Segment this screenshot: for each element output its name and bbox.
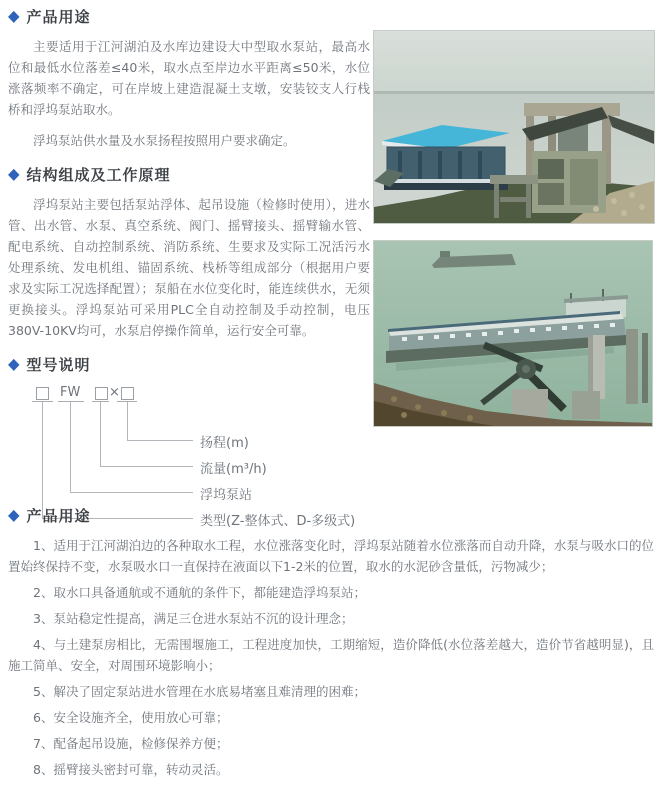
diamond-bullet-icon: ◆ xyxy=(8,6,20,26)
list-item: 8、摇臂接头密封可靠，转动灵活。 xyxy=(33,762,229,777)
connector-line xyxy=(100,402,101,466)
photo-floating-pump-station-shore xyxy=(373,30,655,224)
model-code-box-head xyxy=(121,387,134,400)
model-label-head: 扬程(m) xyxy=(200,436,249,451)
section-title: 产品用途 xyxy=(26,8,91,26)
model-label-flow: 流量(m³/h) xyxy=(200,462,267,477)
connector-line xyxy=(42,402,43,518)
connector-line xyxy=(127,402,128,440)
section-title: 型号说明 xyxy=(26,356,91,374)
model-code-box-type xyxy=(36,387,49,400)
model-label-fuwu: 浮坞泵站 xyxy=(200,488,253,503)
paragraph: 浮坞泵站主要包括泵站浮体、起吊设施（检修时使用），进水管、出水管、水泵、真空系统、阀门、摇臂接头、摇臂输水管、配电系统、自动控制系统、消防系统、生要求及实际工况活污水处理系统、发电机组、锚固系统、栈桥等组成部分（根据用户要求及实际工况选择配置）；泵船在水位变化时，能连续供水，无须更换接头。浮坞泵站可采用PLC全自动控制及手动控制，电压380V-10KV均可，水泵启停操作简单，运行安全可靠。 xyxy=(8,197,370,338)
section-title: 产品用途 xyxy=(26,507,91,525)
model-label-type: 类型(Z-整体式、D-多级式) xyxy=(200,514,356,529)
list-item: 6、安全设施齐全，使用放心可靠； xyxy=(33,710,229,725)
list-item: 5、解决了固定泵站进水管理在水底易堵塞且难清理的困难； xyxy=(33,684,366,699)
list-item: 7、配备起吊设施，检修保养方便； xyxy=(33,736,229,751)
photo2-illustration xyxy=(374,241,652,426)
bottom-section xyxy=(8,505,654,785)
section-header-model xyxy=(8,354,370,375)
model-code-fw: FW xyxy=(60,385,81,400)
connector-line xyxy=(70,402,71,492)
diamond-bullet-icon: ◆ xyxy=(8,354,20,374)
list-item: 2、取水口具备通航或不通航的条件下，都能建造浮坞泵站； xyxy=(33,585,366,600)
list-item: 4、与土建泵房相比，无需围堰施工，工程进度加快，工期缩短，造价降低(水位落差越大，造价节省越明显)，且施工简单、安全，对周围环境影响小； xyxy=(8,637,654,673)
list-item: 3、泵站稳定性提高，满足三仓进水泵站不沉的设计理念； xyxy=(33,611,354,626)
diamond-bullet-icon: ◆ xyxy=(8,505,20,525)
section-header-structure xyxy=(8,164,370,185)
photo-floating-pump-station-barge xyxy=(373,240,653,427)
connector-line xyxy=(70,492,193,493)
list-item: 1、适用于江河湖泊边的各种取水工程，水位涨落变化时，浮坞泵站随着水位涨落而自动升降，水泵与吸水口的位置始终保持不变，水泵吸水口一直保持在液面以下1-2米的位置，取水的水泥砂含量低，污物减少； xyxy=(8,538,654,574)
paragraph: 浮坞泵站供水量及水泵扬程按照用户要求确定。 xyxy=(33,133,296,148)
diamond-bullet-icon: ◆ xyxy=(8,164,20,184)
paragraph: 主要适用于江河湖泊及水库边建设大中型取水泵站，最高水位和最低水位落差≤40米，取水点至岸边水平距离≤50米，水位涨落频率不确定，可在岸坡上建造混凝土支墩，安装铰支人行栈桥和浮坞泵站取水。 xyxy=(8,39,370,117)
underline xyxy=(58,401,84,402)
left-column xyxy=(8,6,370,542)
model-code-box-flow xyxy=(95,387,108,400)
connector-line xyxy=(127,440,193,441)
section-header-usage-bottom xyxy=(8,505,654,526)
connector-line xyxy=(100,466,193,467)
section-header-usage-top xyxy=(8,6,370,27)
model-code-times: × xyxy=(109,385,120,400)
photo1-illustration xyxy=(374,31,654,223)
section-title: 结构组成及工作原理 xyxy=(26,166,171,184)
